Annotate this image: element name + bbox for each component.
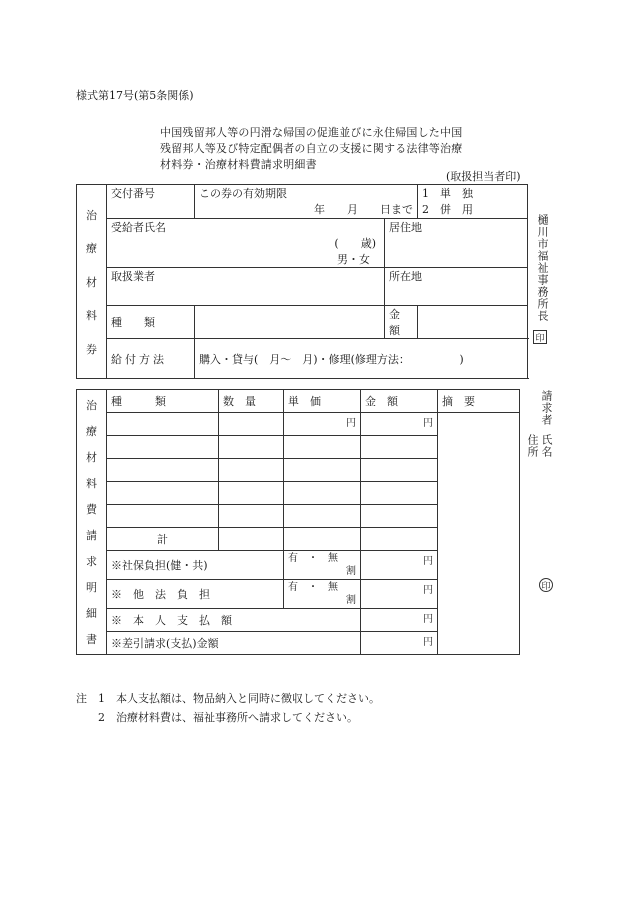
amount-label-cell — [385, 306, 418, 339]
item-type-cell[interactable] — [107, 482, 219, 505]
item-unit-price-cell[interactable] — [284, 459, 361, 482]
header-amount: 金 額 — [361, 390, 438, 413]
form-number: 様式第17号(第5条関係) — [76, 89, 194, 102]
item-unit-price-cell[interactable] — [284, 505, 361, 528]
header-summary: 摘 要 — [438, 390, 520, 413]
item-unit-price-cell[interactable]: 円 — [284, 413, 361, 436]
requester-label: 請求者 — [540, 390, 553, 426]
bill-side-char: 細 — [86, 607, 97, 620]
handler-seal-label: (取扱担当者印) — [446, 170, 521, 183]
item-amount-cell[interactable]: 円 — [361, 413, 438, 436]
item-amount-cell[interactable] — [361, 436, 438, 459]
form-title-line-3: 材料券・治療材料費請求明細書 — [160, 158, 317, 171]
handler-address-cell[interactable] — [385, 268, 528, 306]
issue-number-label: 交付番号 — [111, 187, 155, 200]
bill-side-char: 求 — [86, 555, 97, 568]
ticket-side-char: 材 — [86, 275, 97, 289]
balance-amount[interactable]: 円 — [361, 632, 438, 655]
total-label-cell: 計 — [107, 528, 219, 551]
item-type-cell[interactable] — [107, 436, 219, 459]
residence-label: 居住地 — [389, 221, 422, 234]
single-combined-cell[interactable] — [418, 185, 528, 219]
bill-side-char: 治 — [86, 399, 97, 412]
social-insurance-amount[interactable]: 円 — [361, 551, 438, 580]
amount-label: 金 額 — [389, 308, 411, 337]
ticket-side-char: 券 — [86, 342, 97, 356]
method-label: 給付方法 — [111, 352, 167, 366]
item-quantity-cell[interactable] — [219, 436, 284, 459]
validity-cell[interactable] — [195, 185, 418, 219]
handler-address-label: 所在地 — [389, 270, 422, 283]
total-unit-price-cell[interactable] — [284, 528, 361, 551]
balance-label-cell: ※差引請求(支払)金額 — [107, 632, 361, 655]
item-unit-price-cell[interactable] — [284, 436, 361, 459]
bill-side-char: 明 — [86, 581, 97, 594]
bill-side-char: 療 — [86, 425, 97, 438]
item-amount-cell[interactable] — [361, 505, 438, 528]
type-value-cell[interactable] — [195, 306, 385, 339]
other-law-presence[interactable]: 有 ・ 無 割 — [284, 580, 361, 609]
treatment-material-ticket — [76, 184, 528, 379]
bill-side-char: 料 — [86, 477, 97, 490]
note-1: 注 1 本人支払額は、物品納入と同時に徴収してください。 — [76, 692, 380, 705]
issue-number-cell[interactable] — [107, 185, 195, 219]
self-pay-label-cell: ※ 本 人 支 払 額 — [107, 609, 361, 632]
total-amount-cell[interactable] — [361, 528, 438, 551]
requester-seal-icon: 印 — [539, 578, 553, 592]
validity-date: 年 月 日まで — [314, 203, 413, 216]
ticket-side-char: 料 — [86, 309, 97, 322]
other-law-amount[interactable]: 円 — [361, 580, 438, 609]
validity-label: この券の有効期限 — [199, 187, 287, 200]
requester-name-label: 氏名 — [540, 434, 553, 458]
item-unit-price-cell[interactable] — [284, 482, 361, 505]
item-quantity-cell[interactable] — [219, 459, 284, 482]
recipient-name-label: 受給者氏名 — [111, 221, 166, 234]
item-type-cell[interactable] — [107, 459, 219, 482]
total-quantity-cell[interactable] — [219, 528, 284, 551]
ticket-side-char: 療 — [86, 242, 97, 255]
item-amount-cell[interactable] — [361, 459, 438, 482]
item-quantity-cell[interactable] — [219, 505, 284, 528]
type-label-cell — [107, 306, 195, 339]
director-seal-icon: 印 — [533, 330, 547, 344]
requester-address-label: 住所 — [526, 434, 539, 458]
item-type-cell[interactable] — [107, 413, 219, 436]
header-type: 種 類 — [107, 390, 219, 413]
bill-side-char: 書 — [86, 633, 97, 646]
item-quantity-cell[interactable] — [219, 482, 284, 505]
item-quantity-cell[interactable] — [219, 413, 284, 436]
recipient-gender: 男・女 — [337, 253, 370, 266]
bill-side-char: 材 — [86, 451, 97, 464]
header-quantity: 数 量 — [219, 390, 284, 413]
form-title-line-1: 中国残留邦人等の円滑な帰国の促進並びに永住帰国した中国 — [160, 126, 463, 139]
ticket-side-char: 治 — [86, 208, 97, 222]
social-insurance-presence[interactable]: 有 ・ 無 割 — [284, 551, 361, 580]
handler-label: 取扱業者 — [111, 270, 155, 283]
option-single: 1 単 独 — [422, 187, 473, 200]
recipient-age: ( 歳) — [334, 237, 376, 250]
header-unit-price: 単 価 — [284, 390, 361, 413]
other-law-label-cell: ※ 他 法 負 担 — [107, 580, 284, 609]
social-insurance-label-cell: ※社保負担(健・共) — [107, 551, 284, 580]
method-label-cell — [107, 339, 195, 379]
form-title-line-2: 残留邦人等及び特定配偶者の自立の支援に関する法律等治療 — [160, 142, 463, 155]
method-value-cell[interactable] — [195, 339, 528, 379]
bill-side-char: 請 — [86, 529, 97, 542]
item-amount-cell[interactable] — [361, 482, 438, 505]
residence-cell[interactable] — [385, 219, 528, 268]
option-combined: 2 併 用 — [422, 203, 473, 216]
self-pay-amount[interactable]: 円 — [361, 609, 438, 632]
handler-cell[interactable] — [107, 268, 385, 306]
summary-cell[interactable] — [438, 413, 520, 655]
method-value: 購入・貸与( 月～ 月)・修理(修理方法： ) — [199, 352, 464, 366]
recipient-name-cell[interactable] — [107, 219, 385, 268]
note-2: 2 治療材料費は、福祉事務所へ請求してください。 — [76, 711, 358, 724]
office-director-label: 樋川市福祉事務所長 — [536, 214, 549, 322]
item-type-cell[interactable] — [107, 505, 219, 528]
type-label: 種 類 — [111, 316, 155, 329]
treatment-material-bill — [76, 389, 520, 655]
bill-side-label — [77, 390, 107, 655]
bill-side-char: 費 — [86, 503, 97, 516]
amount-value-cell[interactable] — [418, 306, 528, 339]
ticket-side-label — [77, 185, 107, 379]
